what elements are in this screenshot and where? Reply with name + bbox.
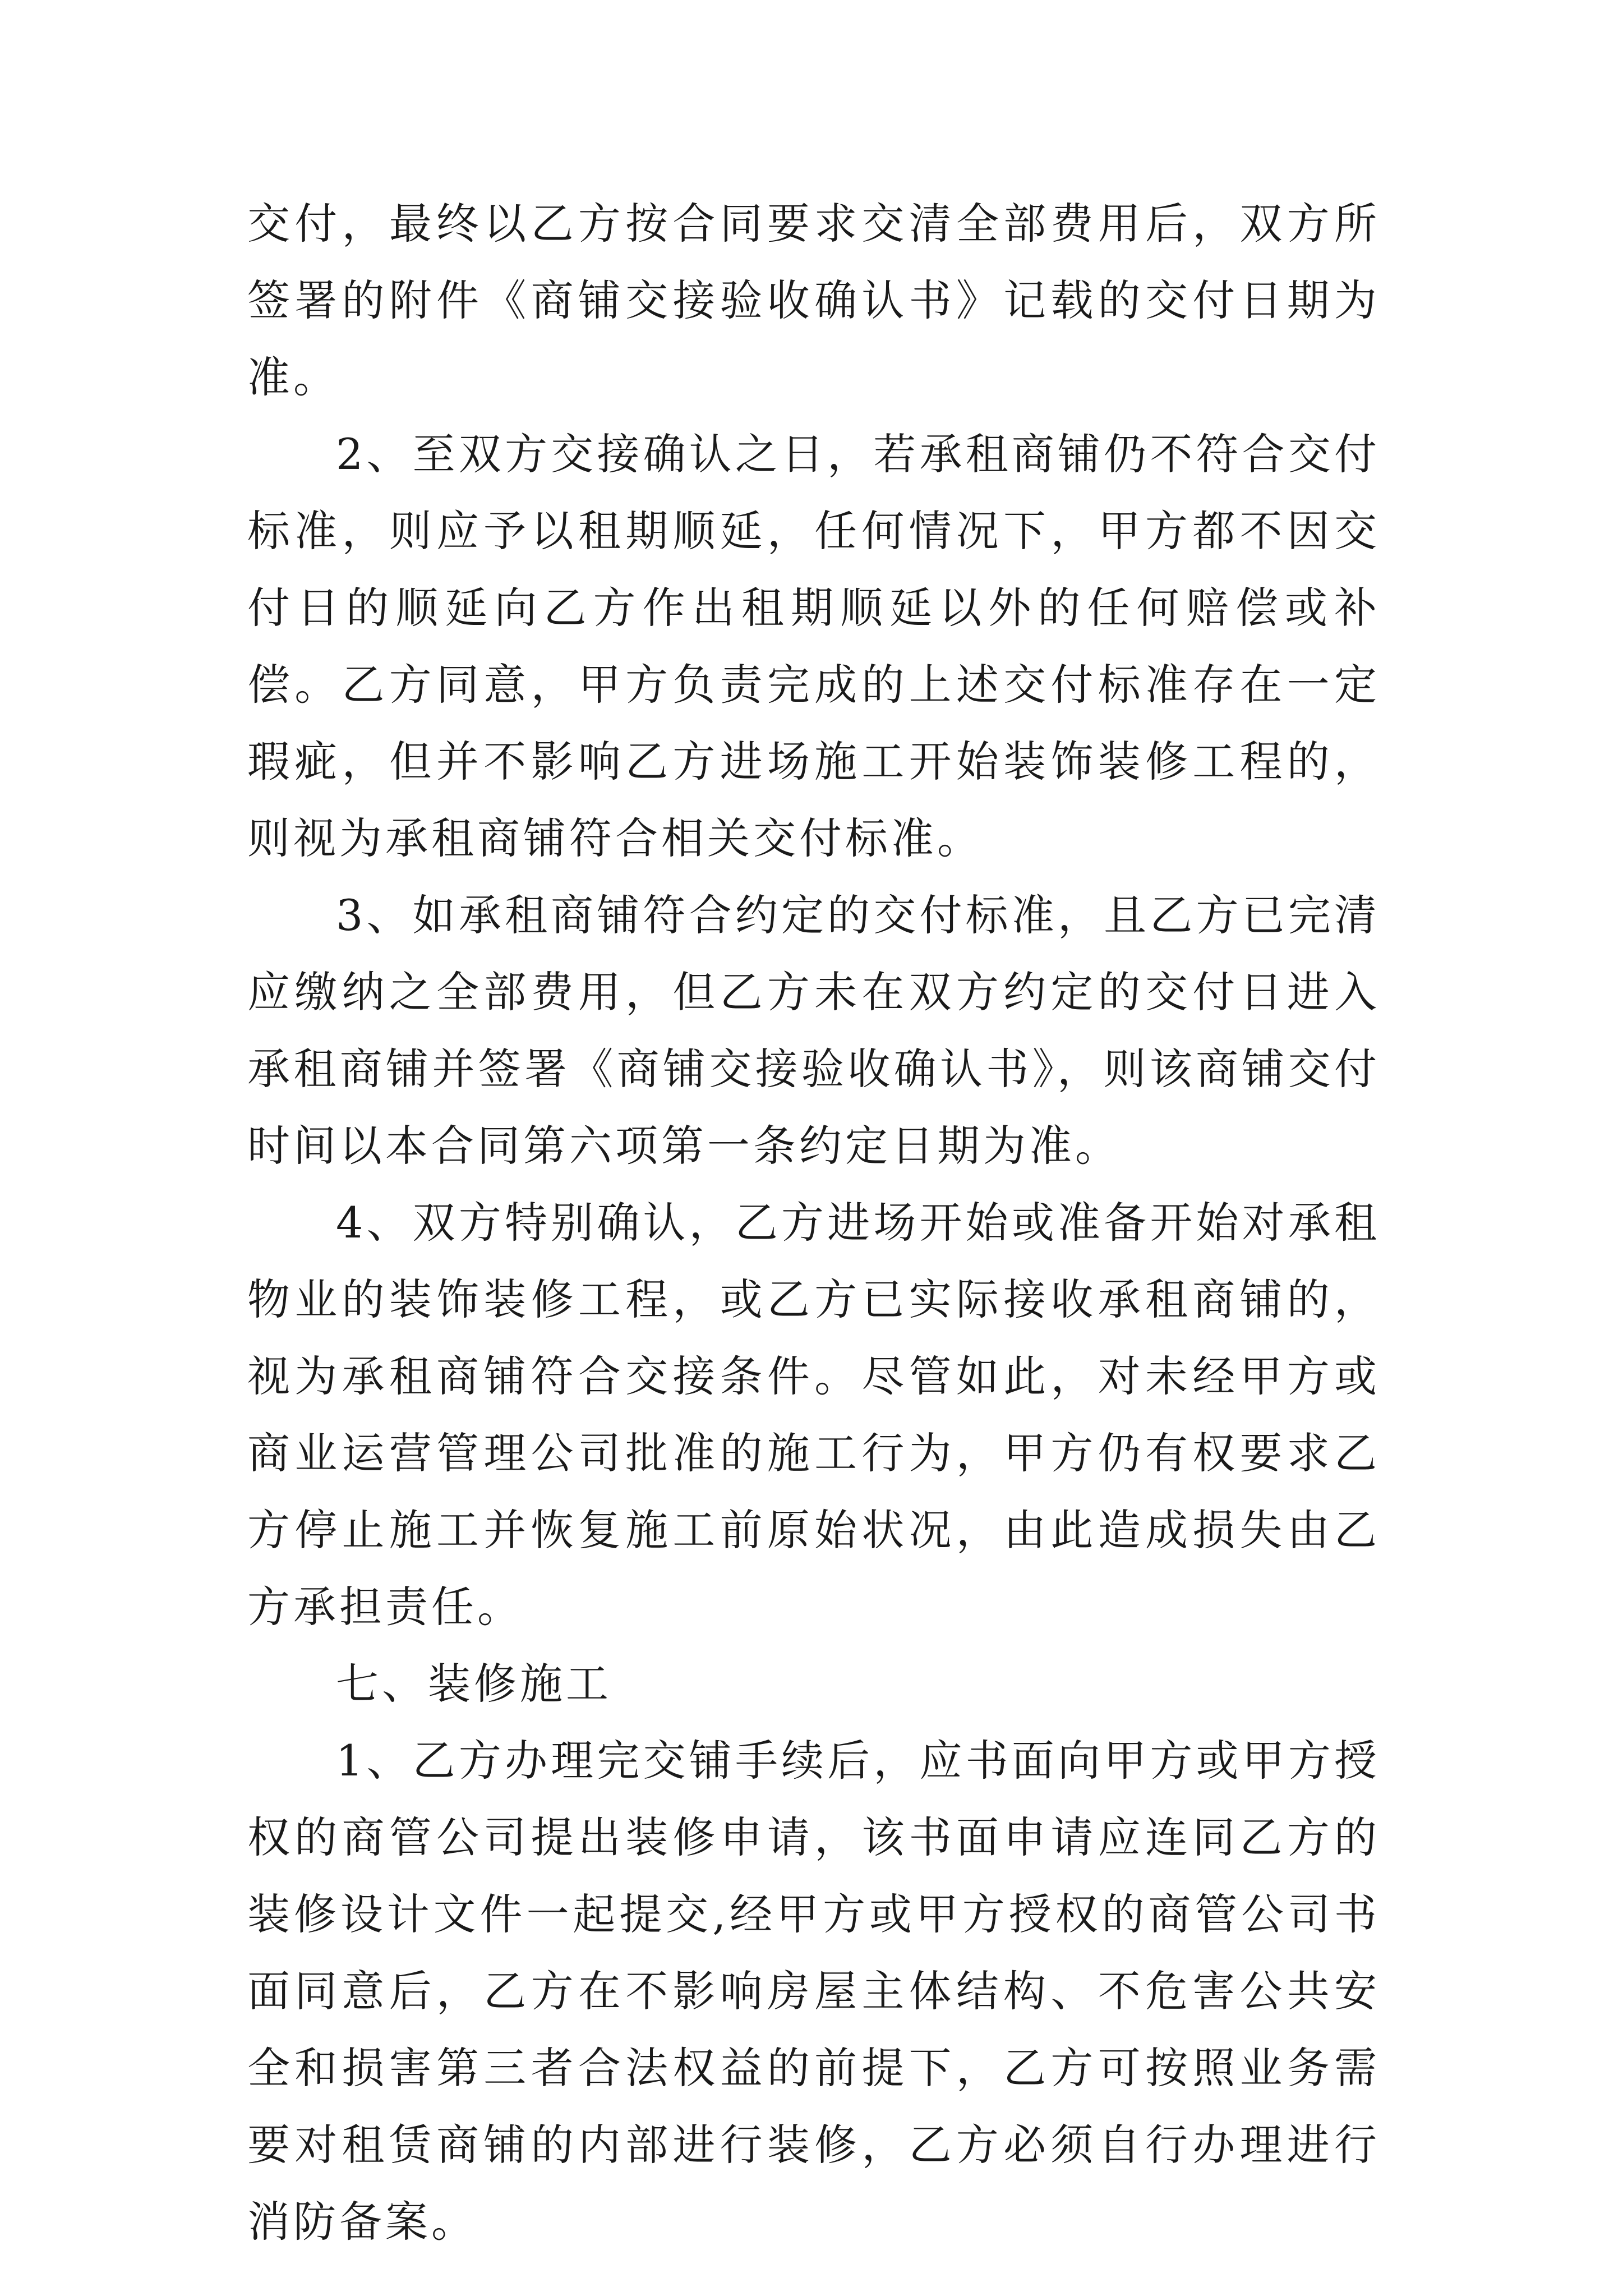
paragraph-clause-3: 3、如承租商铺符合约定的交付标准，且乙方已完清应缴纳之全部费用，但乙方未在双方约定的交付日进入承租商铺并签署《商铺交接验收确认书》，则该商铺交付时间以本合同第六项第一条约定日期为准。	[247, 890, 1380, 1171]
paragraph-continuation: 交付，最终以乙方按合同要求交清全部费用后，双方所签署的附件《商铺交接验收确认书》记载的交付日期为准。	[247, 199, 1380, 402]
paragraph-section7-clause-1: 1、乙方办理完交铺手续后，应书面向甲方或甲方授权的商管公司提出装修申请，该书面申请应连同乙方的装修设计文件一起提交,经甲方或甲方授权的商管公司书面同意后，乙方在不影响房屋主体结构、不危害公共安全和损害第三者合法权益的前提下，乙方可按照业务需要对租赁商铺的内部进行装修，乙方必须自行办理进行消防备案。	[247, 1736, 1380, 2247]
document-body	[247, 185, 1380, 2260]
section-heading: 七、装修施工	[336, 1659, 612, 1709]
paragraph-clause-2: 2、至双方交接确认之日，若承租商铺仍不符合交付标准，则应予以租期顺延，任何情况下，甲方都不因交付日的顺延向乙方作出租期顺延以外的任何赔偿或补偿。乙方同意，甲方负责完成的上述交付标准存在一定瑕疵，但并不影响乙方进场施工开始装饰装修工程的，则视为承租商铺符合相关交付标准。	[247, 429, 1380, 863]
paragraph-clause-4: 4、双方特别确认，乙方进场开始或准备开始对承租物业的装饰装修工程，或乙方已实际接收承租商铺的，视为承租商铺符合交接条件。尽管如此，对未经甲方或商业运营管理公司批准的施工行为，甲方仍有权要求乙方停止施工并恢复施工前原始状况，由此造成损失由乙方承担责任。	[247, 1198, 1380, 1632]
